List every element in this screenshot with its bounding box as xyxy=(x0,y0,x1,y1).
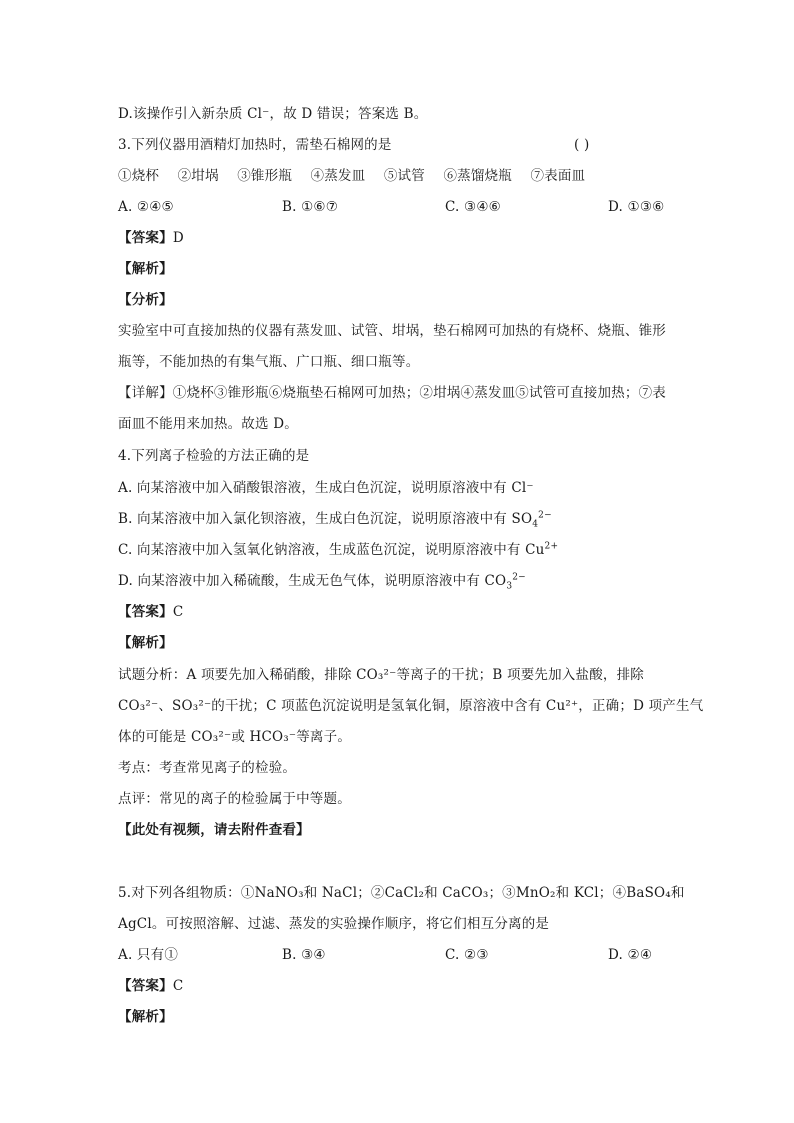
q3-item: ⑤试管 xyxy=(383,168,425,184)
q5-answer xyxy=(118,976,183,996)
q5-stem-line2: AgCl。可按照溶解、过滤、蒸发的实验操作顺序，将它们相互分离的是 xyxy=(118,916,550,932)
q4-option-c-superscript: 2+ xyxy=(544,541,559,552)
answer-label: 【答案】 xyxy=(118,604,173,620)
q3-item: ①烧杯 xyxy=(118,168,160,184)
q3-item: ⑥蒸馏烧瓶 xyxy=(443,168,512,184)
q3-option-d: D. ①③⑥ xyxy=(608,199,665,215)
answer-label: 【答案】 xyxy=(118,230,173,246)
q3-item: ②坩埚 xyxy=(177,168,219,184)
q5-stem-line1: 5.对下列各组物质：①NaNO₃和 NaCl；②CaCl₂和 CaCO₃；③MnO₂和 KCl；④BaSO₄和 xyxy=(118,885,685,901)
q3-answer xyxy=(118,228,184,248)
q4-stem: 4.下列离子检验的方法正确的是 xyxy=(118,448,310,464)
q4-option-c-text: C. 向某溶液中加入氢氧化钠溶液，生成蓝色沉淀，说明原溶液中有 Cu xyxy=(118,542,545,558)
answer-label: 【答案】 xyxy=(118,978,173,994)
q4-option-b-superscript: 2− xyxy=(538,510,552,521)
q4-option-d xyxy=(118,571,526,591)
q4-option-d-text: D. 向某溶液中加入稀硫酸，生成无色气体，说明原溶液中有 CO xyxy=(118,573,507,589)
q3-detail-line2: 面皿不能用来加热。故选 D。 xyxy=(118,416,298,432)
q4-dianping: 点评：常见的离子的检验属于中等题。 xyxy=(118,791,351,807)
q3-items xyxy=(118,166,585,186)
q4-analysis-line1: 试题分析：A 项要先加入稀硝酸，排除 CO₃²⁻等离子的干扰；B 项要先加入盐酸，排除 xyxy=(118,667,644,683)
q4-answer xyxy=(118,602,183,622)
q3-option-c: C. ③④⑥ xyxy=(445,199,501,215)
q4-option-b-subscript: 4 xyxy=(532,519,539,530)
q3-item: ⑦表面皿 xyxy=(530,168,586,184)
q5-option-b: B. ③④ xyxy=(282,947,326,963)
q3-detail-line1: 【详解】①烧杯③锥形瓶⑥烧瓶垫石棉网可加热；②坩埚④蒸发皿⑤试管可直接加热；⑦表 xyxy=(118,385,666,401)
q4-jiexi-heading: 【解析】 xyxy=(118,635,173,651)
q4-option-d-subscript: 3 xyxy=(506,581,513,592)
q4-analysis-line2: CO₃²⁻、SO₃²⁻的干扰；C 项蓝色沉淀说明是氢氧化铜，原溶液中含有 Cu²⁺，正确；D 项产生气 xyxy=(118,698,704,714)
q4-option-d-superscript: 2− xyxy=(512,572,526,583)
q3-option-a: A. ②④⑤ xyxy=(118,199,174,215)
q4-option-c xyxy=(118,540,558,560)
q3-option-b: B. ①⑥⑦ xyxy=(282,199,339,215)
q3-item: ④蒸发皿 xyxy=(310,168,366,184)
answer-value: C xyxy=(172,604,184,620)
q3-paren: ( ) xyxy=(574,137,590,153)
q4-kaodian: 考点：考查常见离子的检验。 xyxy=(118,760,297,776)
q4-option-b xyxy=(118,509,552,529)
q5-jiexi-heading: 【解析】 xyxy=(118,1009,173,1025)
q3-jiexi-heading: 【解析】 xyxy=(118,261,173,277)
answer-value: C xyxy=(172,978,184,994)
q4-analysis-line3: 体的可能是 CO₃²⁻或 HCO₃⁻等离子。 xyxy=(118,729,352,745)
q4-video-notice: 【此处有视频，请去附件查看】 xyxy=(118,822,310,838)
q4-option-a: A. 向某溶液中加入硝酸银溶液，生成白色沉淀，说明原溶液中有 Cl⁻ xyxy=(118,480,534,496)
q4-option-b-text: B. 向某溶液中加入氯化钡溶液，生成白色沉淀，说明原溶液中有 SO xyxy=(118,511,533,527)
q3-fenxi-line1: 实验室中可直接加热的仪器有蒸发皿、试管、坩埚，垫石棉网可加热的有烧杯、烧瓶、锥形 xyxy=(118,323,666,339)
q3-stem: 3.下列仪器用酒精灯加热时，需垫石棉网的是 xyxy=(118,137,392,153)
answer-value: D xyxy=(172,230,184,246)
q3-fenxi-line2: 瓶等，不能加热的有集气瓶、广口瓶、细口瓶等。 xyxy=(118,354,420,370)
q3-fenxi-heading: 【分析】 xyxy=(118,292,173,308)
q3-item: ③锥形瓶 xyxy=(237,168,293,184)
q5-option-d: D. ②④ xyxy=(608,947,653,963)
q5-option-c: C. ②③ xyxy=(445,947,489,963)
q5-option-a: A. 只有① xyxy=(118,947,179,963)
prev-conclusion: D.该操作引入新杂质 Cl⁻，故 D 错误；答案选 B。 xyxy=(118,106,428,122)
